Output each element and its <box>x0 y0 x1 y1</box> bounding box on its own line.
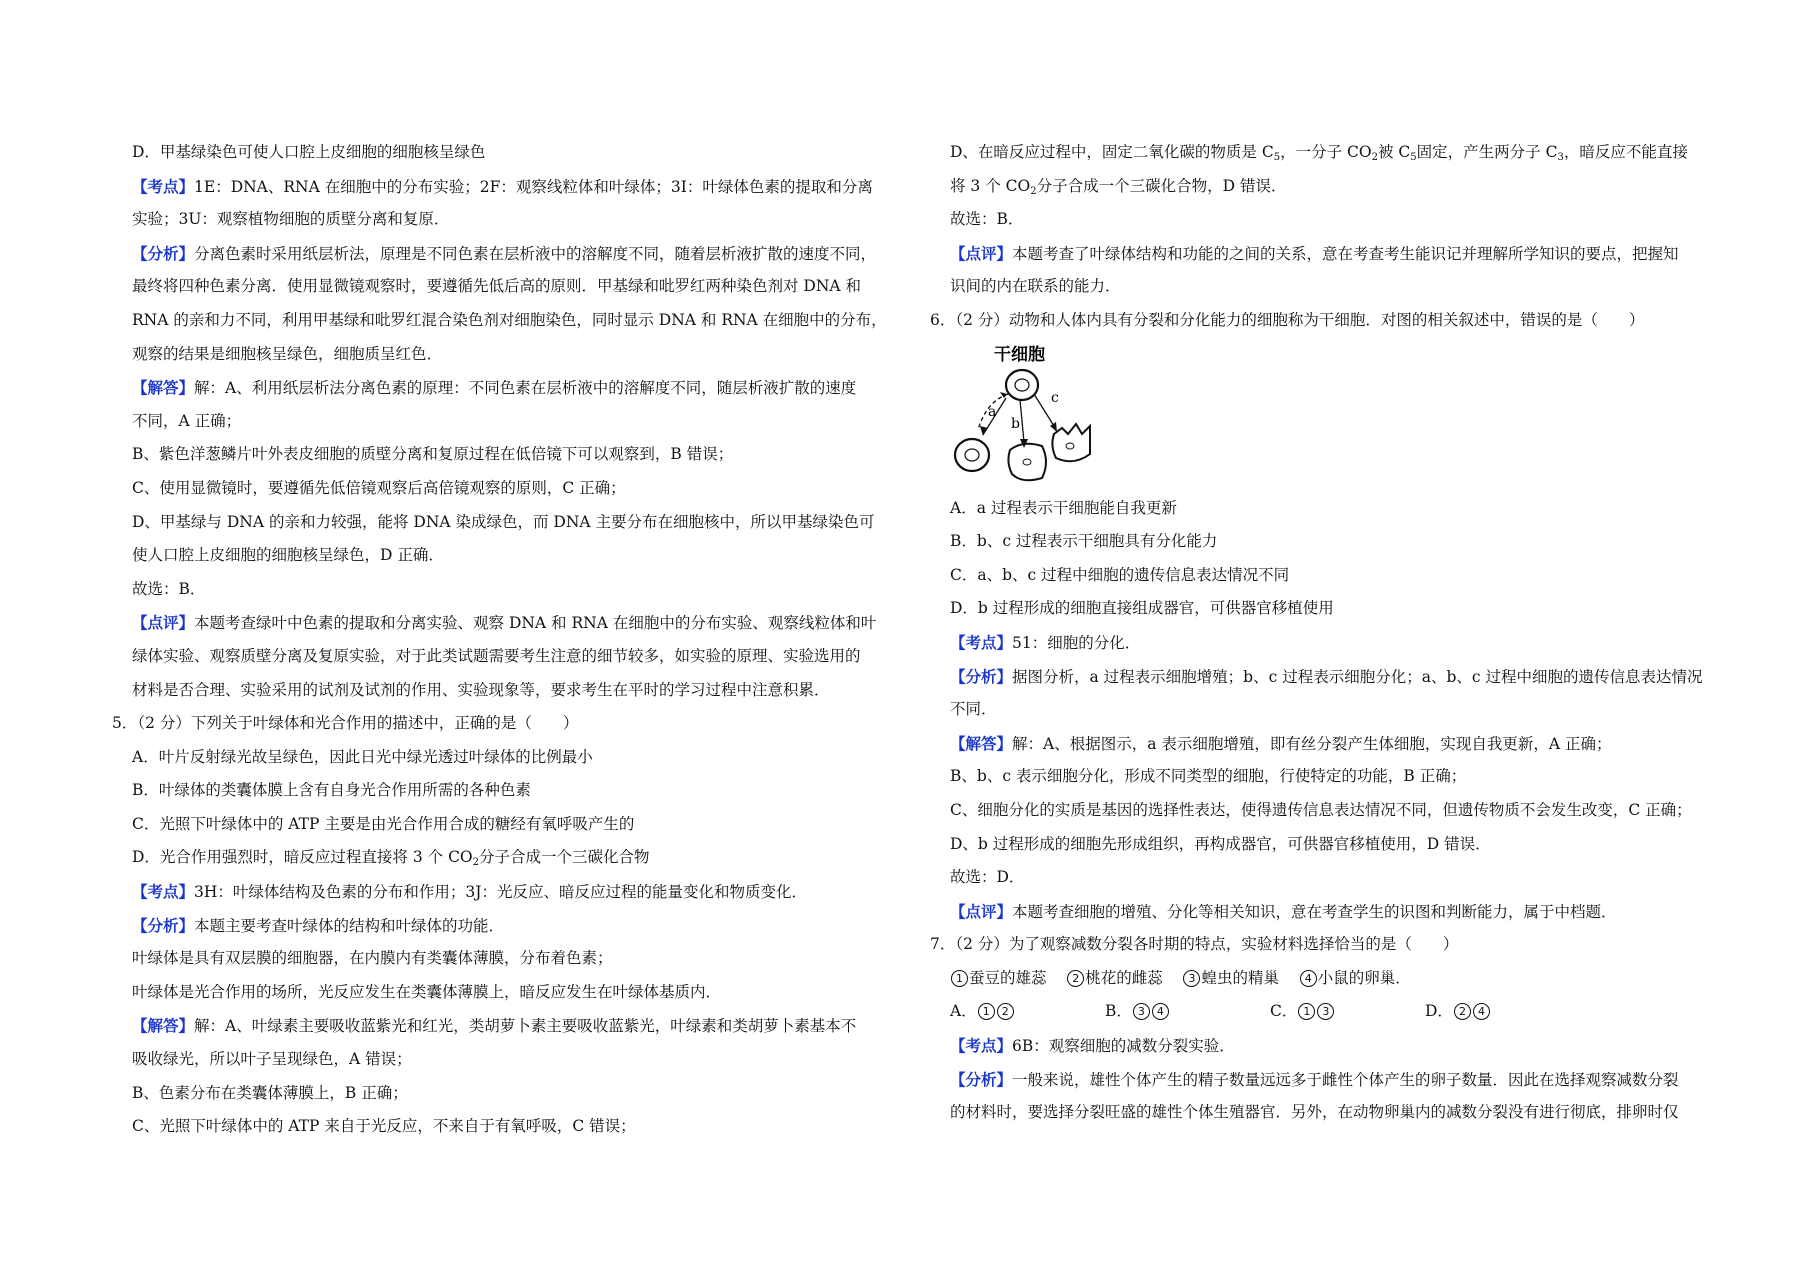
q5-fenxi: 【分析】本题主要考查叶绿体的结构和叶绿体的功能． <box>132 915 505 935</box>
q7-items: 1 蚕豆的雄蕊 2 桃花的雌蕊 3 蝗虫的精巢 4 小鼠的卵巢． <box>950 962 1730 996</box>
label-a: a <box>988 403 997 420</box>
jieda-tag: 【解答】 <box>132 378 195 398</box>
text-line: 不同． <box>950 700 997 719</box>
q7-option-a: A． 1 2 <box>950 995 1105 1029</box>
text-line: 实验；3U：观察植物细胞的质壁分离和复原． <box>132 210 450 229</box>
option-d-line: D．甲基绿染色可使人口腔上皮细胞的细胞核呈绿色 <box>132 143 486 161</box>
stem-cell-diagram <box>950 342 1120 490</box>
fenxi-tag: 【分析】 <box>132 243 195 263</box>
text-line: RNA 的亲和力不同，利用甲基绿和吡罗红混合染色剂对细胞染色，同时显示 DNA 和 RNA 在细胞中的分布， <box>132 310 887 329</box>
stem-cell-nucleus <box>1015 379 1029 391</box>
stem-cell <box>1006 370 1038 400</box>
dianping-tag: 【点评】 <box>132 613 195 633</box>
left-column <box>112 136 912 1144</box>
text-line: 最终将四种色素分离．使用显微镜观察时，要遵循先低后高的原则．甲基绿和吡罗红两种染色剂对 DNA 和 <box>132 277 862 296</box>
kaodian-tag: 【考点】 <box>132 176 195 196</box>
text-line: 叶绿体是光合作用的场所，光反应发生在类囊体薄膜上，暗反应发生在叶绿体基质内． <box>132 982 722 1001</box>
text-line: 观察的结果是细胞核呈绿色，细胞质呈红色． <box>132 344 443 363</box>
daughter-cell <box>955 439 989 471</box>
q6-option-a: A．a 过程表示干细胞能自我更新 <box>950 498 1177 517</box>
circled-number: 2 <box>1067 970 1084 987</box>
q6-option-b: B．b、c 过程表示干细胞具有分化能力 <box>950 532 1218 551</box>
question-6: 6．（2 分）动物和人体内具有分裂和分化能力的细胞称为干细胞．对图的相关叙述中，错误的是（ ） <box>930 310 1645 329</box>
q7-option-d: D． 2 4 <box>1425 995 1491 1029</box>
text-line: B、b、c 表示细胞分化，形成不同类型的细胞，行使特定的功能，B 正确； <box>950 767 1467 786</box>
arrow-b <box>1020 400 1024 442</box>
text-line: C、光照下叶绿体中的 ATP 来自于光反应，不来自于有氧呼吸，C 错误； <box>132 1117 636 1136</box>
circled-number: 3 <box>1183 970 1200 987</box>
right-column <box>930 136 1730 1130</box>
label-b: b <box>1011 415 1020 432</box>
figure-title: 干细胞 <box>994 344 1045 365</box>
q5-kaodian: 【考点】3H：叶绿体结构及色素的分布和作用；3J：光反应、暗反应过程的能量变化和物质变化． <box>132 882 807 902</box>
stem-cell-figure <box>950 342 1730 490</box>
q4-d-explain-1: D、在暗反应过程中，固定二氧化碳的物质是 $C_5$，一分子 $CO_2$被 $C_5$固定，产生两分子 $C_3$，暗反应不能直接 <box>950 143 1688 163</box>
q6-option-d: D．b 过程形成的细胞直接组成器官，可供器官移植使用 <box>950 599 1334 618</box>
text-line: 绿体实验、观察质壁分离及复原实验，对于此类试题需要考生注意的细节较多，如实验的原理、实验选用的 <box>132 646 861 665</box>
q5-option-c: C．光照下叶绿体中的 ATP 主要是由光合作用合成的糖经有氧呼吸产生的 <box>132 814 635 833</box>
q4-d-explain-2: 将 3 个 $CO_2$分子合成一个三碳化合物，D 错误． <box>950 176 1287 197</box>
circled-number: 1 <box>951 970 968 987</box>
q5-jieda: 【解答】解：A、叶绿素主要吸收蓝紫光和红光，类胡萝卜素主要吸收蓝紫光，叶绿素和类胡萝卜素基本不 <box>132 1016 857 1036</box>
q7-option-b: B． 3 4 <box>1105 995 1270 1029</box>
text-line: 的材料时，要选择分裂旺盛的雄性个体生殖器官．另外，在动物卵巢内的减数分裂没有进行彻底，排卵时仅 <box>950 1103 1679 1122</box>
q6-dianping: 【点评】本题考查细胞的增殖、分化等相关知识，意在考查学生的识图和判断能力，属于中档题． <box>950 901 1617 921</box>
q5-option-d: D．光合作用强烈时，暗反应过程直接将 3 个 $CO_2$分子合成一个三碳化合物 <box>132 848 650 869</box>
question-7: 7．（2 分）为了观察减数分裂各时期的特点，实验材料选择恰当的是（ ） <box>930 935 1459 954</box>
q7-kaodian: 【考点】6B：观察细胞的减数分裂实验． <box>950 1036 1235 1056</box>
answer-line: 故选：B． <box>950 210 1024 229</box>
arrow-c-head <box>1050 422 1057 432</box>
jieda-line: 【解答】解：A、利用纸层析法分离色素的原理：不同色素在层析液中的溶解度不同，随层析液扩散的速度 <box>132 378 857 398</box>
answer-line: 故选：D． <box>950 868 1025 887</box>
question-5: 5．（2 分）下列关于叶绿体和光合作用的描述中，正确的是（ ） <box>112 714 579 733</box>
dianping-line: 【点评】本题考查了叶绿体结构和功能的之间的关系，意在考查考生能识记并理解所学知识的要点，把握知 <box>950 243 1679 263</box>
text-line: 不同，A 正确； <box>132 411 242 430</box>
q5-option-b: B．叶绿体的类囊体膜上含有自身光合作用所需的各种色素 <box>132 781 531 800</box>
cell-c-nucleus <box>1066 443 1074 449</box>
kaodian-line: 【考点】1E：DNA、RNA 在细胞中的分布实验；2F：观察线粒体和叶绿体；3I：叶绿体色素的提取和分离 <box>132 176 873 196</box>
text-line: 叶绿体是具有双层膜的细胞器，在内膜内有类囊体薄膜，分布着色素； <box>132 949 613 968</box>
cell-b-nucleus <box>1023 459 1031 465</box>
text-line: B、色素分布在类囊体薄膜上，B 正确； <box>132 1083 408 1102</box>
text-line: 识间的内在联系的能力． <box>950 277 1121 296</box>
text-line: B、紫色洋葱鳞片叶外表皮细胞的质壁分离和复原过程在低倍镜下可以观察到，B 错误； <box>132 445 734 464</box>
text-line: C、细胞分化的实质是基因的选择性表达，使得遗传信息表达情况不同，但遗传物质不会发生改变，C 正确； <box>950 800 1692 819</box>
q5-option-a: A．叶片反射绿光故呈绿色，因此日光中绿光透过叶绿体的比例最小 <box>132 747 593 766</box>
daughter-nucleus <box>965 449 979 461</box>
text-line: 材料是否合理、实验采用的试剂及试剂的作用、实验现象等，要求考生在平时的学习过程中注意积累． <box>132 680 830 699</box>
fenxi-line: 【分析】分离色素时采用纸层析法，原理是不同色素在层析液中的溶解度不同，随着层析液扩散的速度不同， <box>132 243 877 263</box>
q6-fenxi: 【分析】据图分析，a 过程表示细胞增殖；b、c 过程表示细胞分化；a、b、c 过程中细胞的遗传信息表达情况 <box>950 666 1703 686</box>
text-line: D、b 过程形成的细胞先形成组织，再构成器官，可供器官移植使用，D 错误． <box>950 834 1491 853</box>
text-line: 吸收绿光，所以叶子呈现绿色，A 错误； <box>132 1050 412 1069</box>
q6-option-c: C．a、b、c 过程中细胞的遗传信息表达情况不同 <box>950 565 1290 584</box>
label-c: c <box>1051 389 1059 406</box>
q7-options <box>950 995 1730 1029</box>
text-line: C、使用显微镜时，要遵循先低倍镜观察后高倍镜观察的原则，C 正确； <box>132 478 626 497</box>
dianping-line: 【点评】本题考查绿叶中色素的提取和分离实验、观察 DNA 和 RNA 在细胞中的分布实验、观察线粒体和叶 <box>132 613 877 633</box>
q7-fenxi: 【分析】一般来说，雄性个体产生的精子数量远远多于雌性个体产生的卵子数量．因此在选择观察减数分裂 <box>950 1069 1679 1089</box>
answer-line: 故选：B． <box>132 579 206 598</box>
q6-jieda: 【解答】解：A、根据图示，a 表示细胞增殖，即有丝分裂产生体细胞，实现自我更新，A 正确； <box>950 733 1612 753</box>
differentiated-cell-b <box>1008 443 1046 480</box>
circled-number: 4 <box>1300 970 1317 987</box>
q6-kaodian: 【考点】51：细胞的分化． <box>950 632 1141 652</box>
q7-option-c: C． 1 3 <box>1270 995 1425 1029</box>
text-line: 使人口腔上皮细胞的细胞核呈绿色，D 正确． <box>132 546 444 565</box>
text-line: D、甲基绿与 DNA 的亲和力较强，能将 DNA 染成绿色，而 DNA 主要分布在细胞核中，所以甲基绿染色可 <box>132 512 875 531</box>
